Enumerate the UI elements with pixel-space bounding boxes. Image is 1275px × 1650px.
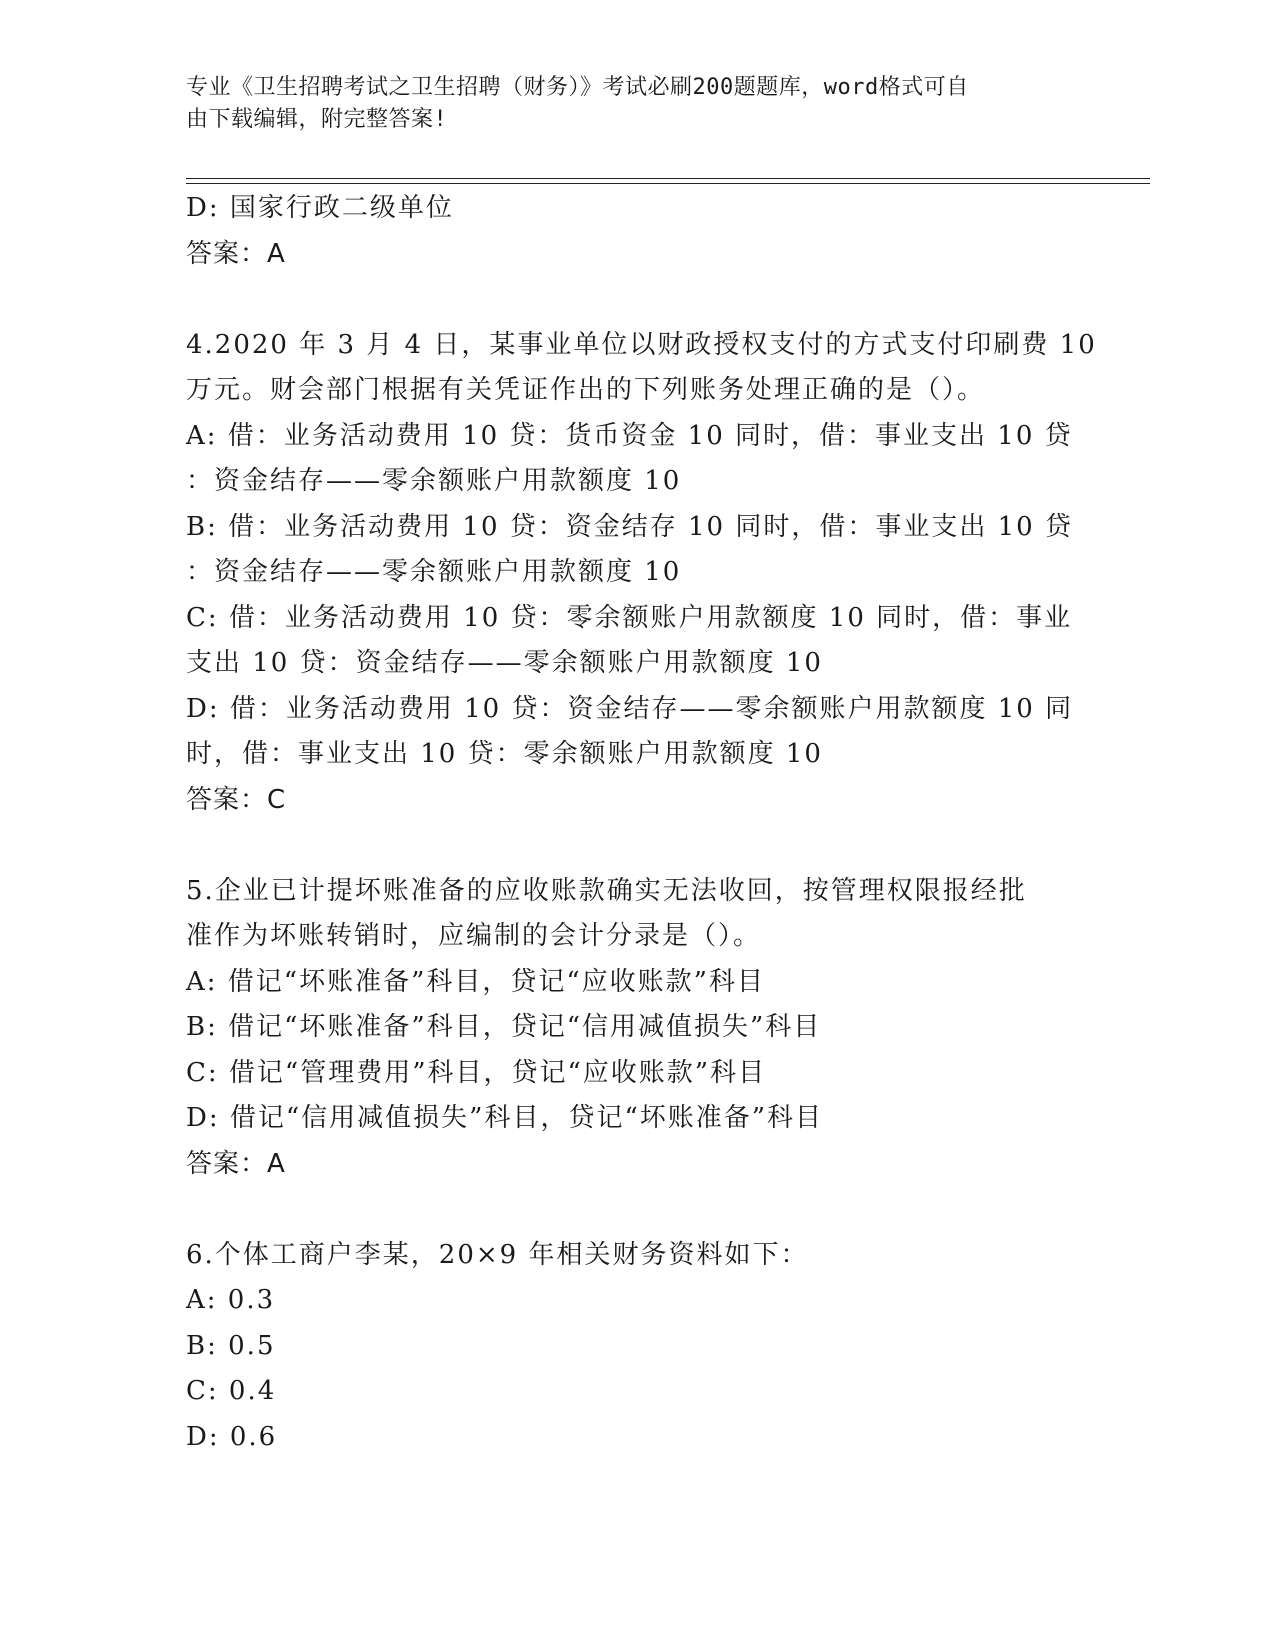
q5-answer: 答案：A [186,1148,286,1179]
q5-stem-line-2: 准作为坏账转销时，应编制的会计分录是（）。 [186,921,762,951]
q4-option-c-line-2: 支出 10 贷：资金结存——零余额账户用款额度 10 [186,648,823,678]
header-line-1: 专业《卫生招聘考试之卫生招聘（财务）》考试必刷200题题库，word格式可自 [186,75,969,100]
header-line-2: 由下载编辑，附完整答案! [186,107,448,132]
q6-option-c: C: 0.4 [186,1376,277,1406]
q4-answer: 答案：C [186,784,287,815]
q4-option-d-line-2: 时，借：事业支出 10 贷：零余额账户用款额度 10 [186,739,823,769]
prev-option-d: D: 国家行政二级单位 [186,193,454,223]
spacer [186,823,1086,869]
q6-option-a: A: 0.3 [186,1285,276,1315]
q4-stem-line-1: 4.2020 年 3 月 4 日，某事业单位以财政授权支付的方式支付印刷费 10 [186,329,1097,360]
q6-option-d: D: 0.6 [186,1421,278,1452]
q4-option-d-line-1: D: 借：业务活动费用 10 贷：资金结存——零余额账户用款额度 10 同 [186,693,1074,724]
q4-option-b-line-2: ：资金结存——零余额账户用款额度 10 [186,557,682,587]
q4-option-a-line-2: ：资金结存——零余额账户用款额度 10 [186,466,682,496]
q4-stem-line-2: 万元。财会部门根据有关凭证作出的下列账务处理正确的是（）。 [186,375,986,405]
header-rule-bottom [186,183,1150,184]
q4-option-b-line-1: B: 借：业务活动费用 10 贷：资金结存 10 同时，借：事业支出 10 贷 [186,511,1073,542]
spacer [186,1187,1086,1233]
document-header [186,72,1066,136]
prev-answer: 答案：A [186,238,286,269]
q4-option-a-line-1: A: 借：业务活动费用 10 贷：货币资金 10 同时，借：事业支出 10 贷 [186,420,1073,451]
spacer [186,277,1086,323]
q5-stem-line-1: 5.企业已计提坏账准备的应收账款确实无法收回，按管理权限报经批 [186,875,1027,906]
q5-option-a: A: 借记“坏账准备”科目，贷记“应收账款”科目 [186,966,765,997]
q5-option-d: D: 借记“信用减值损失”科目，贷记“坏账准备”科目 [186,1103,824,1133]
q6-option-b: B: 0.5 [186,1330,276,1361]
document-body [186,186,1097,1460]
q5-option-c: C: 借记“管理费用”科目，贷记“应收账款”科目 [186,1057,767,1088]
header-rule-top [186,178,1150,179]
q4-option-c-line-1: C: 借：业务活动费用 10 贷：零余额账户用款额度 10 同时，借：事业 [186,602,1073,633]
q6-stem-line-1: 6.个体工商户李某，20×9 年相关财务资料如下： [186,1239,809,1270]
q5-option-b: B: 借记“坏账准备”科目，贷记“信用减值损失”科目 [186,1012,822,1042]
